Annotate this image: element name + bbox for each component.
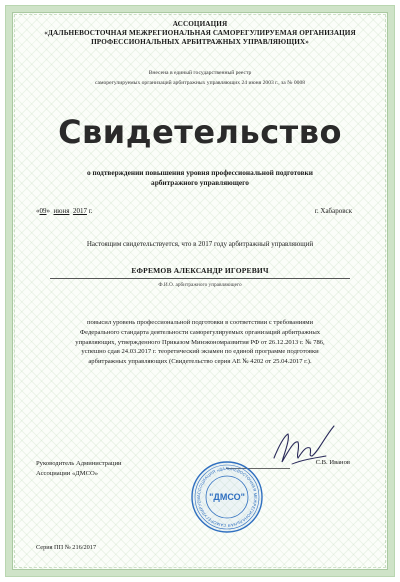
document-title: Свидетельство: [58, 113, 342, 151]
body-line: повысил уровень профессиональной подготовки в соответствии с требованиями: [87, 319, 313, 326]
subtitle-line-1: о подтверждении повышения уровня профессиональной подготовки: [87, 168, 313, 177]
date-suffix: г.: [88, 207, 93, 215]
document-subtitle: [0, 168, 400, 188]
header-line-2: «ДАЛЬНЕВОСТОЧНАЯ МЕЖРЕГИОНАЛЬНАЯ САМОРЕГУЛИРУЕМАЯ ОРГАНИЗАЦИЯ: [44, 29, 356, 37]
holder-caption: Ф.И.О. арбитражного управляющего: [158, 282, 242, 288]
date-month: июня: [53, 207, 70, 215]
seal-ring-text: АССОЦИАЦИЯ «ДАЛЬНЕВОСТОЧНАЯ МЕЖРЕГИОНАЛЬНАЯ САМОРЕГУЛИРУЕМ: [195, 465, 259, 529]
registry-line-1: Внесена в единый государственный реестр: [148, 70, 252, 76]
certificate-body: [0, 318, 400, 367]
date-year: 2017: [72, 207, 87, 215]
organization-seal: [190, 460, 264, 534]
holder-name: ЕФРЕМОВ АЛЕКСАНДР ИГОРЕВИЧ: [131, 266, 269, 275]
signatory-name: С.В. Иванов: [315, 459, 350, 466]
issuer-header: [0, 20, 400, 47]
name-underline: [50, 278, 350, 279]
attest-text: Настоящим свидетельствуется, что в 2017 году арбитражный управляющий: [86, 240, 314, 248]
registry-note: [0, 68, 400, 88]
body-line: арбитражных управляющих (Свидетельство серия АЕ № 4202 от 25.04.2017 г.).: [88, 358, 312, 366]
issue-date: [36, 207, 93, 215]
subtitle-line-2: арбитражного управляющего: [151, 178, 249, 187]
body-line: управляющих, утвержденного Приказом Минэкономразвития РФ от 26.12.2013 г. № 786,: [75, 338, 325, 346]
header-line-1: АССОЦИАЦИЯ: [172, 20, 228, 28]
signatory-position: [36, 459, 122, 479]
certificate-series: Серия ПП № 216/2017: [36, 544, 97, 551]
issue-city: г. Хабаровск: [314, 207, 352, 215]
date-close-quote: »: [46, 207, 50, 215]
signatory-position-line-2: Ассоциации «ДМСО»: [36, 470, 99, 477]
header-line-3: ПРОФЕССИОНАЛЬНЫХ АРБИТРАЖНЫХ УПРАВЛЯЮЩИХ»: [91, 38, 309, 46]
date-open-quote: «: [36, 207, 40, 215]
registry-line-2: саморегулируемых организаций арбитражных управляющих 24 июня 2003 г., за № 0008: [94, 80, 306, 86]
date-day: 09: [39, 207, 47, 215]
body-line: успешно сдав 24.03.2017 г. теоретический экзамен по единой программе подготовки: [81, 348, 319, 356]
seal-center-text: "ДМСО": [209, 492, 245, 502]
signatory-position-line-1: Руководитель Администрации: [36, 460, 122, 467]
body-line: Федерального стандарта деятельности саморегулируемых организаций арбитражных: [79, 328, 321, 336]
